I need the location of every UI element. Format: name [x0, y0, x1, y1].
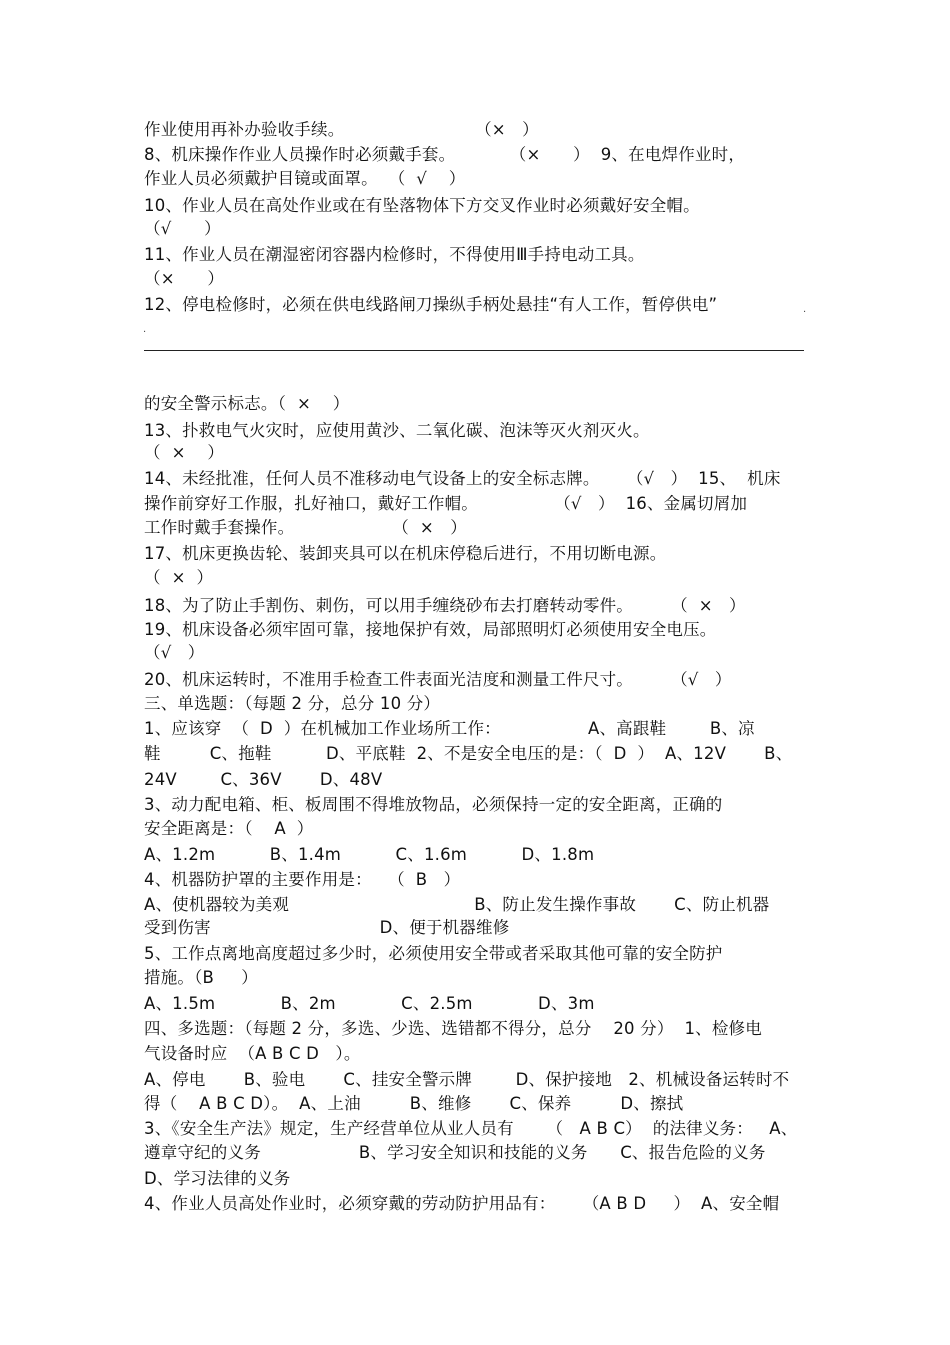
text-line: 受到伤害 D、便于机器维修 [144, 918, 510, 937]
text-line: A、1.5m B、2m C、2.5m D、3m [144, 994, 595, 1013]
text-line: （√ ） [144, 219, 221, 238]
text-line: 10、作业人员在高处作业或在有坠落物体下方交叉作业时必须戴好安全帽。 [144, 196, 700, 215]
text-line: 4、机器防护罩的主要作用是： （ B ） [144, 870, 461, 889]
text-line: A、1.2m B、1.4m C、1.6m D、1.8m [144, 845, 595, 864]
text-line: （ × ） [144, 443, 225, 462]
text-line: 13、扑救电气火灾时，应使用黄沙、二氧化碳、泡沫等灭火剂灭火。 [144, 421, 650, 440]
page-dot: . [143, 324, 147, 335]
text-line: 18、为了防止手割伤、刺伤，可以用手缠绕砂布去打磨转动零件。 （ × ） [144, 596, 746, 615]
text-line: 的安全警示标志。（ × ） [144, 394, 350, 413]
text-line: 4、作业人员高处作业时，必须穿戴的劳动防护用品有： （A B D ） A、安全帽 [144, 1194, 780, 1213]
text-line: 操作前穿好工作服，扎好袖口，戴好工作帽。 （√ ） 16、金属切屑加 [144, 494, 748, 513]
page-separator [144, 350, 804, 351]
text-line: 作业人员必须戴护目镜或面罩。 （ √ ） [144, 169, 466, 188]
text-line: 12、停电检修时，必须在供电线路闸刀操纵手柄处悬挂“有人工作，暂停供电” [144, 295, 718, 314]
text-line: 19、机床设备必须牢固可靠，接地保护有效，局部照明灯必须使用安全电压。 [144, 620, 717, 639]
text-line: D、学习法律的义务 [144, 1169, 291, 1188]
text-line: 遵章守纪的义务 B、学习安全知识和技能的义务 C、报告危险的义务 [144, 1143, 766, 1162]
page-dot: . [803, 304, 807, 315]
text-line: 17、机床更换齿轮、装卸夹具可以在机床停稳后进行，不用切断电源。 [144, 544, 667, 563]
text-line: 3、动力配电箱、柜、板周围不得堆放物品，必须保持一定的安全距离，正确的 [144, 795, 723, 814]
text-line: 得（ A B C D）。 A、上油 B、维修 C、保养 D、擦拭 [144, 1094, 684, 1113]
text-line: 鞋 C、拖鞋 D、平底鞋 2、不是安全电压的是：（ D ） A、12V B、 [144, 744, 793, 763]
text-line: A、使机器较为美观 B、防止发生操作事故 C、防止机器 [144, 895, 770, 914]
text-line: 24V C、36V D、48V [144, 770, 383, 789]
text-line: 11、作业人员在潮湿密闭容器内检修时，不得使用Ⅲ手持电动工具。 [144, 245, 645, 264]
text-line: 14、未经批准，任何人员不准移动电气设备上的安全标志牌。 （√ ） 15、 机床 [144, 469, 781, 488]
section-heading: 四、多选题：（每题 2 分，多选、少选、选错都不得分，总分 20 分） 1、检修电 [144, 1019, 762, 1038]
text-line: 5、工作点离地高度超过多少时，必须使用安全带或者采取其他可靠的安全防护 [144, 944, 723, 963]
text-line: 措施。（B ） [144, 968, 258, 987]
text-line: 作业使用再补办验收手续。 （× ） [144, 120, 539, 139]
text-line: 3、《安全生产法》规定，生产经营单位从业人员有 （ A B C） 的法律义务： A、 [144, 1119, 798, 1138]
text-line: 20、机床运转时，不准用手检查工件表面光洁度和测量工件尺寸。 （√ ） [144, 670, 732, 689]
text-line: （√ ） [144, 643, 205, 662]
text-line: （ × ） [144, 568, 214, 587]
text-line: 8、机床操作作业人员操作时必须戴手套。 （× ） 9、在电焊作业时， [144, 145, 746, 164]
text-line: 气设备时应 （A B C D ）。 [144, 1044, 361, 1063]
section-heading: 三、单选题：（每题 2 分，总分 10 分） [144, 694, 441, 713]
text-line: 安全距离是：（ A ） [144, 819, 314, 838]
text-line: A、停电 B、验电 C、挂安全警示牌 D、保护接地 2、机械设备运转时不 [144, 1070, 790, 1089]
text-line: （× ） [144, 269, 225, 288]
text-line: 工作时戴手套操作。 （ × ） [144, 518, 467, 537]
text-line: 1、应该穿 （ D ）在机械加工作业场所工作： A、高跟鞋 B、凉 [144, 719, 755, 738]
